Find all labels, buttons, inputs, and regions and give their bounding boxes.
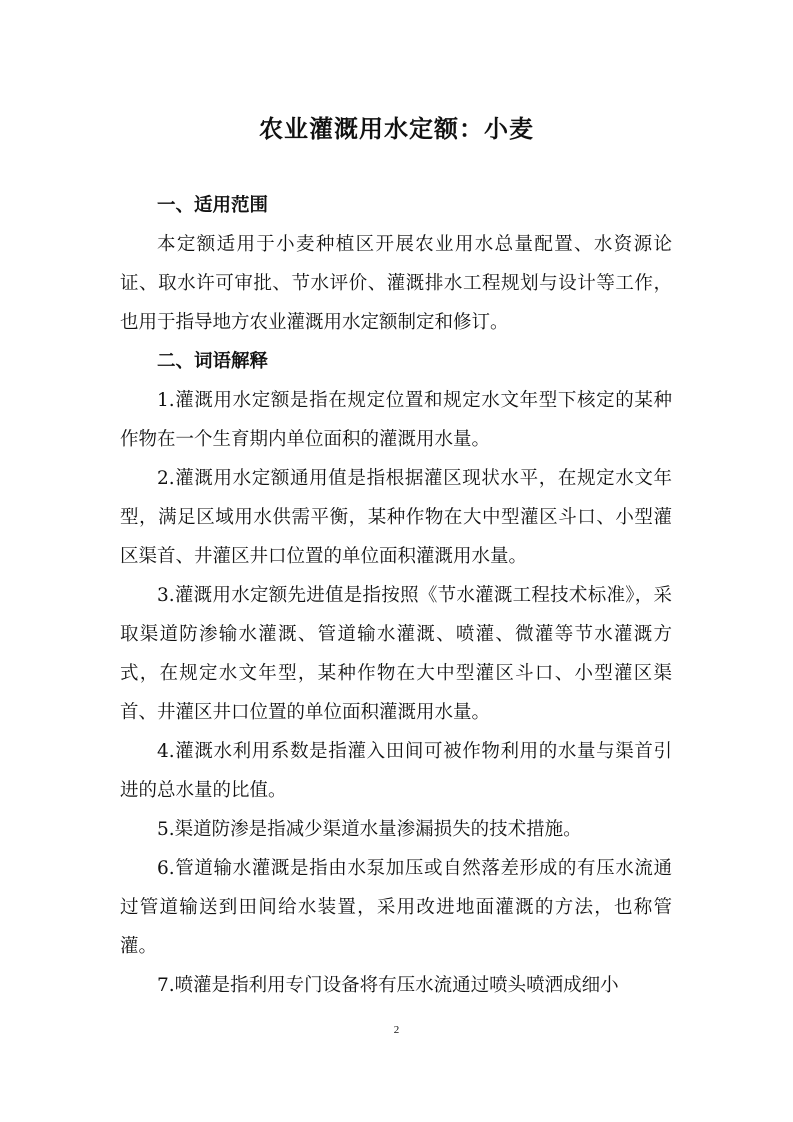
document-body [120,186,672,1005]
definition-paragraph-5: 5.渠道防渗是指减少渠道水量渗漏损失的技术措施。 [157,819,582,840]
definition-paragraph-1: 1.灌溉用水定额是指在规定位置和规定水文年型下核定的某种作物在一个生育期内单位面积的灌溉用水量。 [120,390,672,450]
section-heading-definitions: 二、词语解释 [157,351,269,372]
section-heading-scope: 一、适用范围 [157,195,269,216]
definition-paragraph-4: 4.灌溉水利用系数是指灌入田间可被作物利用的水量与渠首引进的总水量的比值。 [120,741,672,801]
definition-paragraph-3: 3.灌溉用水定额先进值是指按照《节水灌溉工程技术标准》，采取渠道防渗输水灌溉、管道输水灌溉、喷灌、微灌等节水灌溉方式，在规定水文年型，某种作物在大中型灌区斗口、小型灌区渠首、井灌区井口位置的单位面积灌溉用水量。 [120,585,672,723]
definition-paragraph-6: 6.管道输水灌溉是指由水泵加压或自然落差形成的有压水流通过管道输送到田间给水装置，采用改进地面灌溉的方法，也称管灌。 [120,858,672,957]
page-number: 2 [393,1024,400,1036]
definition-paragraph-2: 2.灌溉用水定额通用值是指根据灌区现状水平，在规定水文年型，满足区域用水供需平衡，某种作物在大中型灌区斗口、小型灌区渠首、井灌区井口位置的单位面积灌溉用水量。 [120,468,672,567]
definition-paragraph-7: 7.喷灌是指利用专门设备将有压水流通过喷头喷洒成细小 [157,975,619,996]
document-title: 农业灌溉用水定额：小麦 [259,115,534,143]
scope-paragraph: 本定额适用于小麦种植区开展农业用水总量配置、水资源论证、取水许可审批、节水评价、灌溉排水工程规划与设计等工作，也用于指导地方农业灌溉用水定额制定和修订。 [120,234,672,333]
